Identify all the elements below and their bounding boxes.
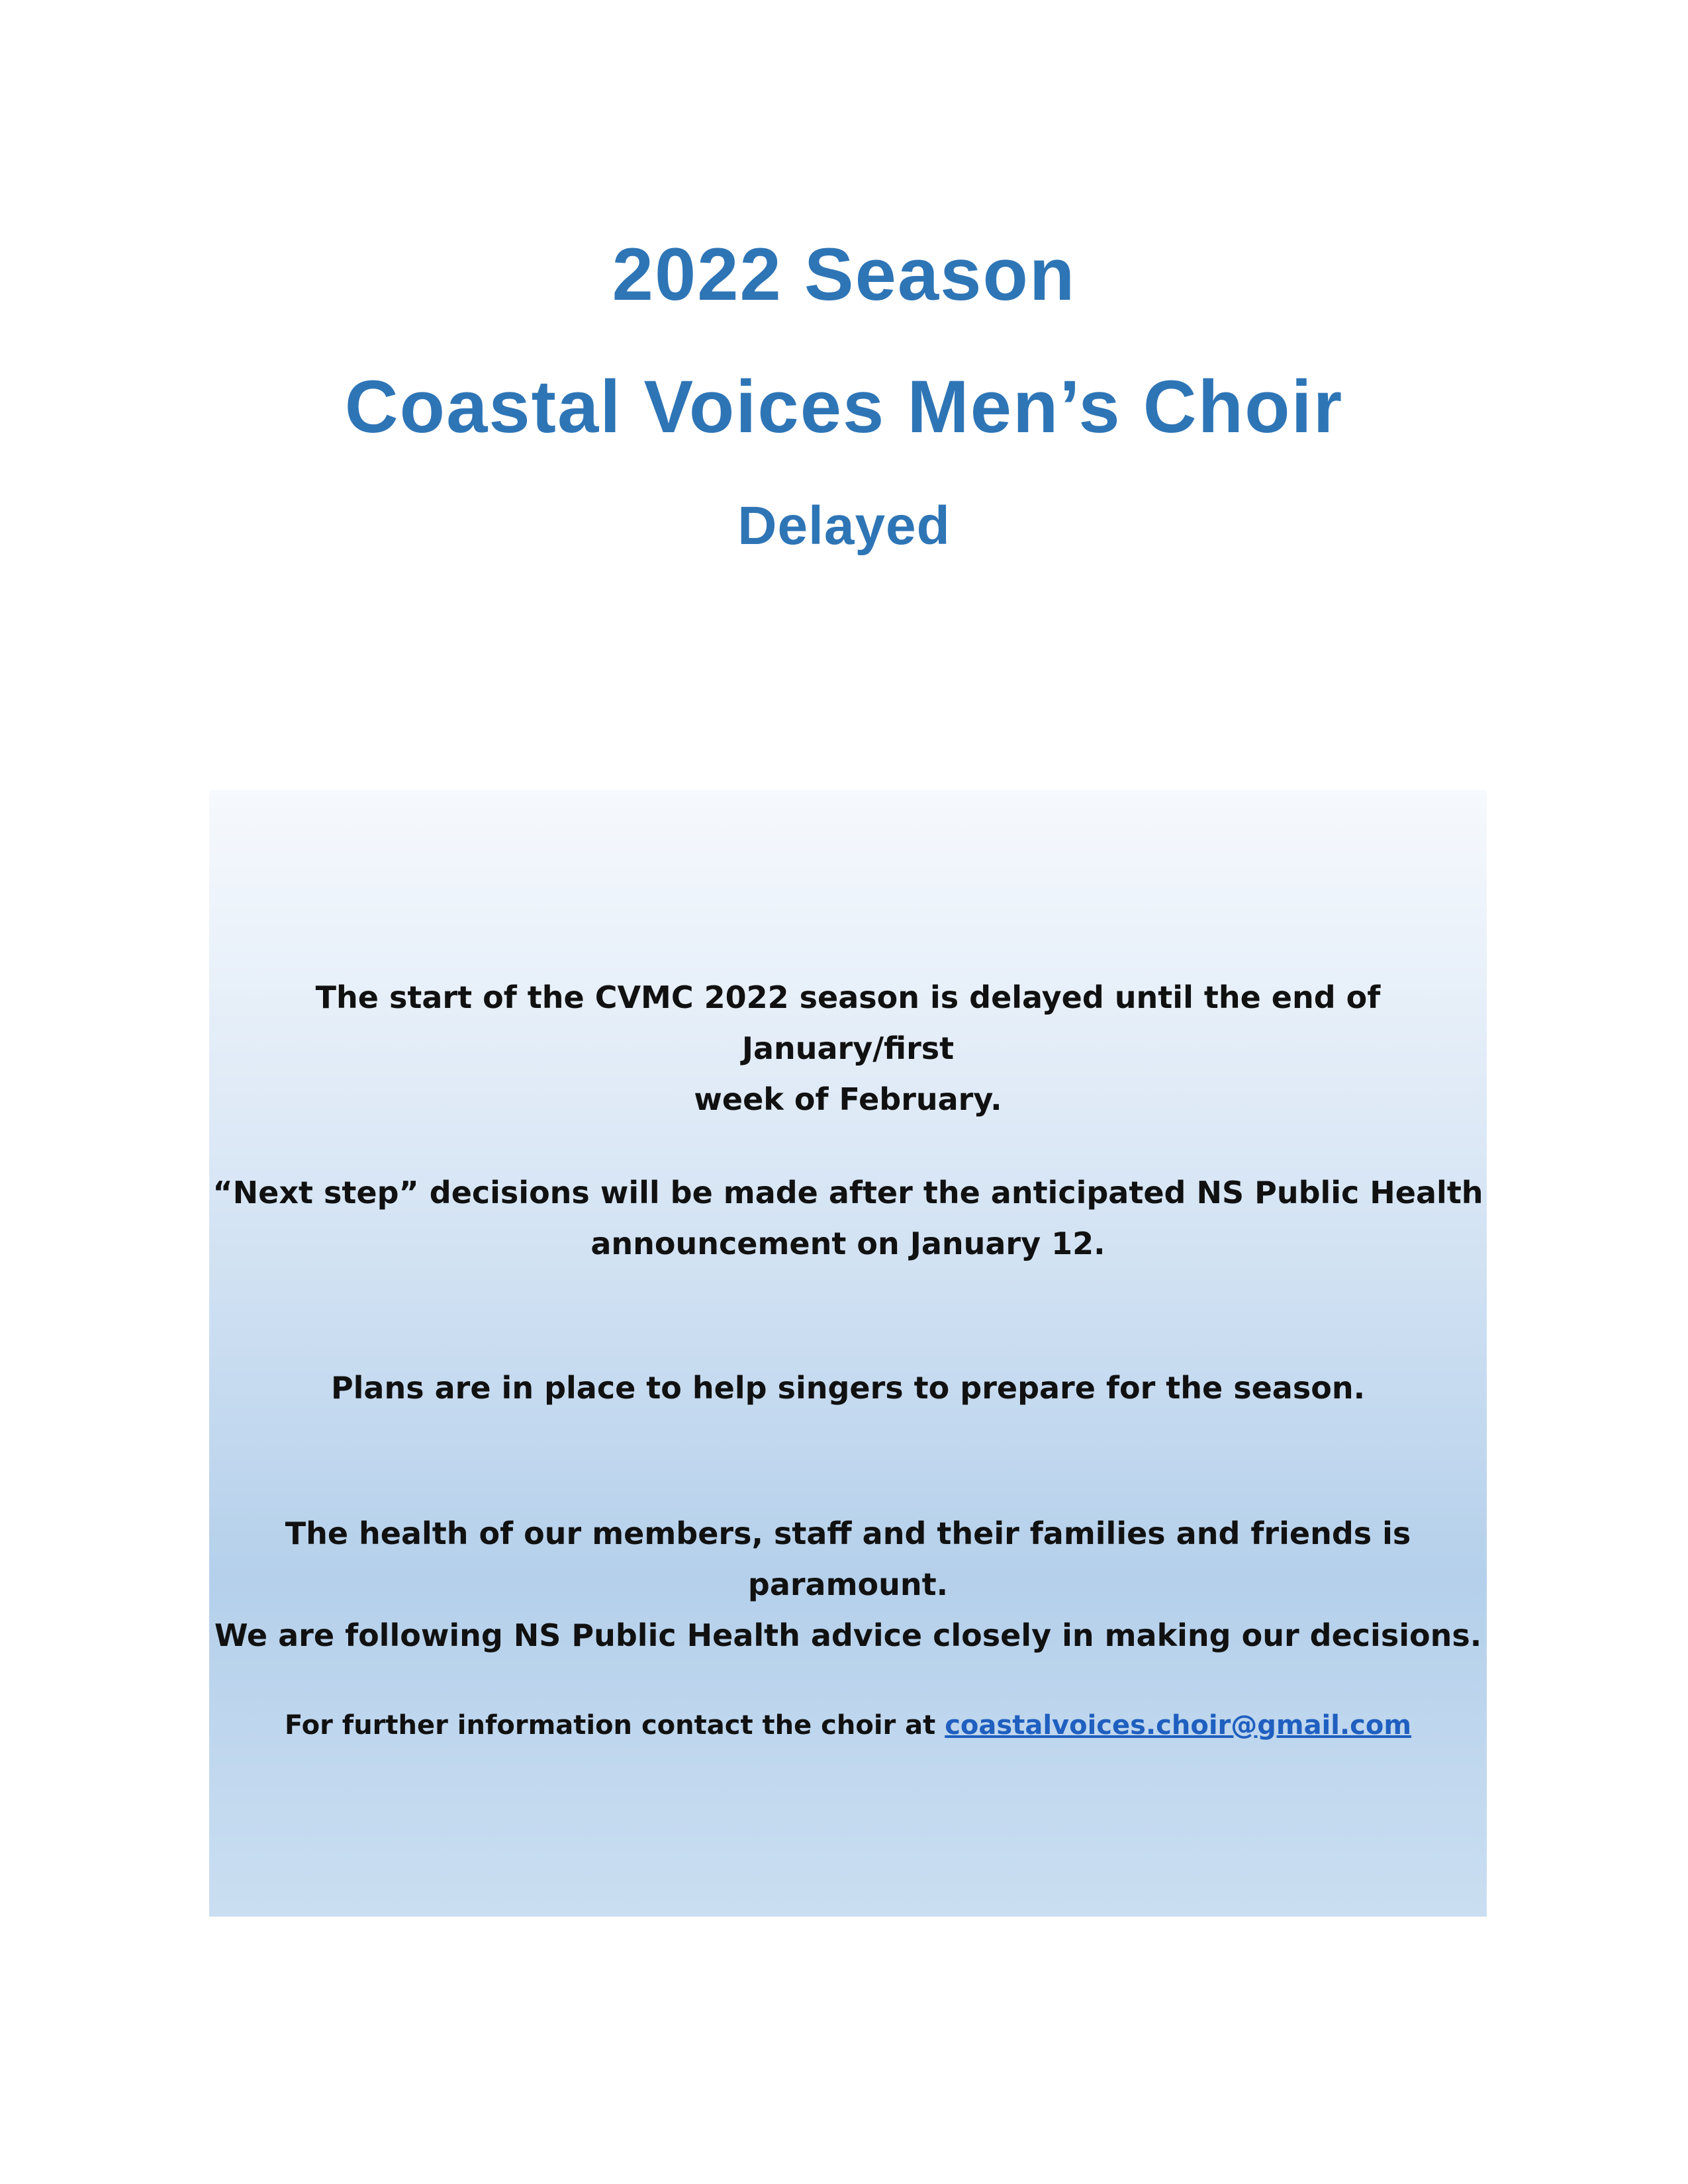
- notice-line: “Next step” decisions will be made after the anticipated NS Public Health: [212, 1175, 1483, 1210]
- notice-box: [209, 790, 1487, 1917]
- notice-line: The health of our members, staff and their families and friends is paramount.: [285, 1516, 1411, 1602]
- notice-line: announcement on January 12.: [590, 1226, 1105, 1261]
- choir-name: Coastal Voices Men’s Choir: [344, 365, 1344, 448]
- contact-line: [209, 1707, 1487, 1744]
- contact-email-link[interactable]: coastalvoices.choir@gmail.com: [945, 1710, 1412, 1741]
- season-title: 2022 Season: [612, 233, 1076, 316]
- notice-line: The start of the CVMC 2022 season is delayed until the end of January/first: [315, 979, 1381, 1066]
- notice-line: We are following NS Public Health advice closely in making our decisions.: [214, 1617, 1482, 1653]
- notice-paragraph-health: [209, 1508, 1487, 1661]
- notice-paragraph-plans: Plans are in place to help singers to prepare for the season.: [330, 1370, 1366, 1406]
- notice-paragraph-next-step: [209, 1167, 1487, 1269]
- status-heading: Delayed: [737, 496, 951, 556]
- notice-paragraph-season-start: [209, 972, 1487, 1125]
- notice-line: week of February.: [694, 1081, 1002, 1117]
- contact-prefix: For further information contact the choir at: [284, 1710, 945, 1741]
